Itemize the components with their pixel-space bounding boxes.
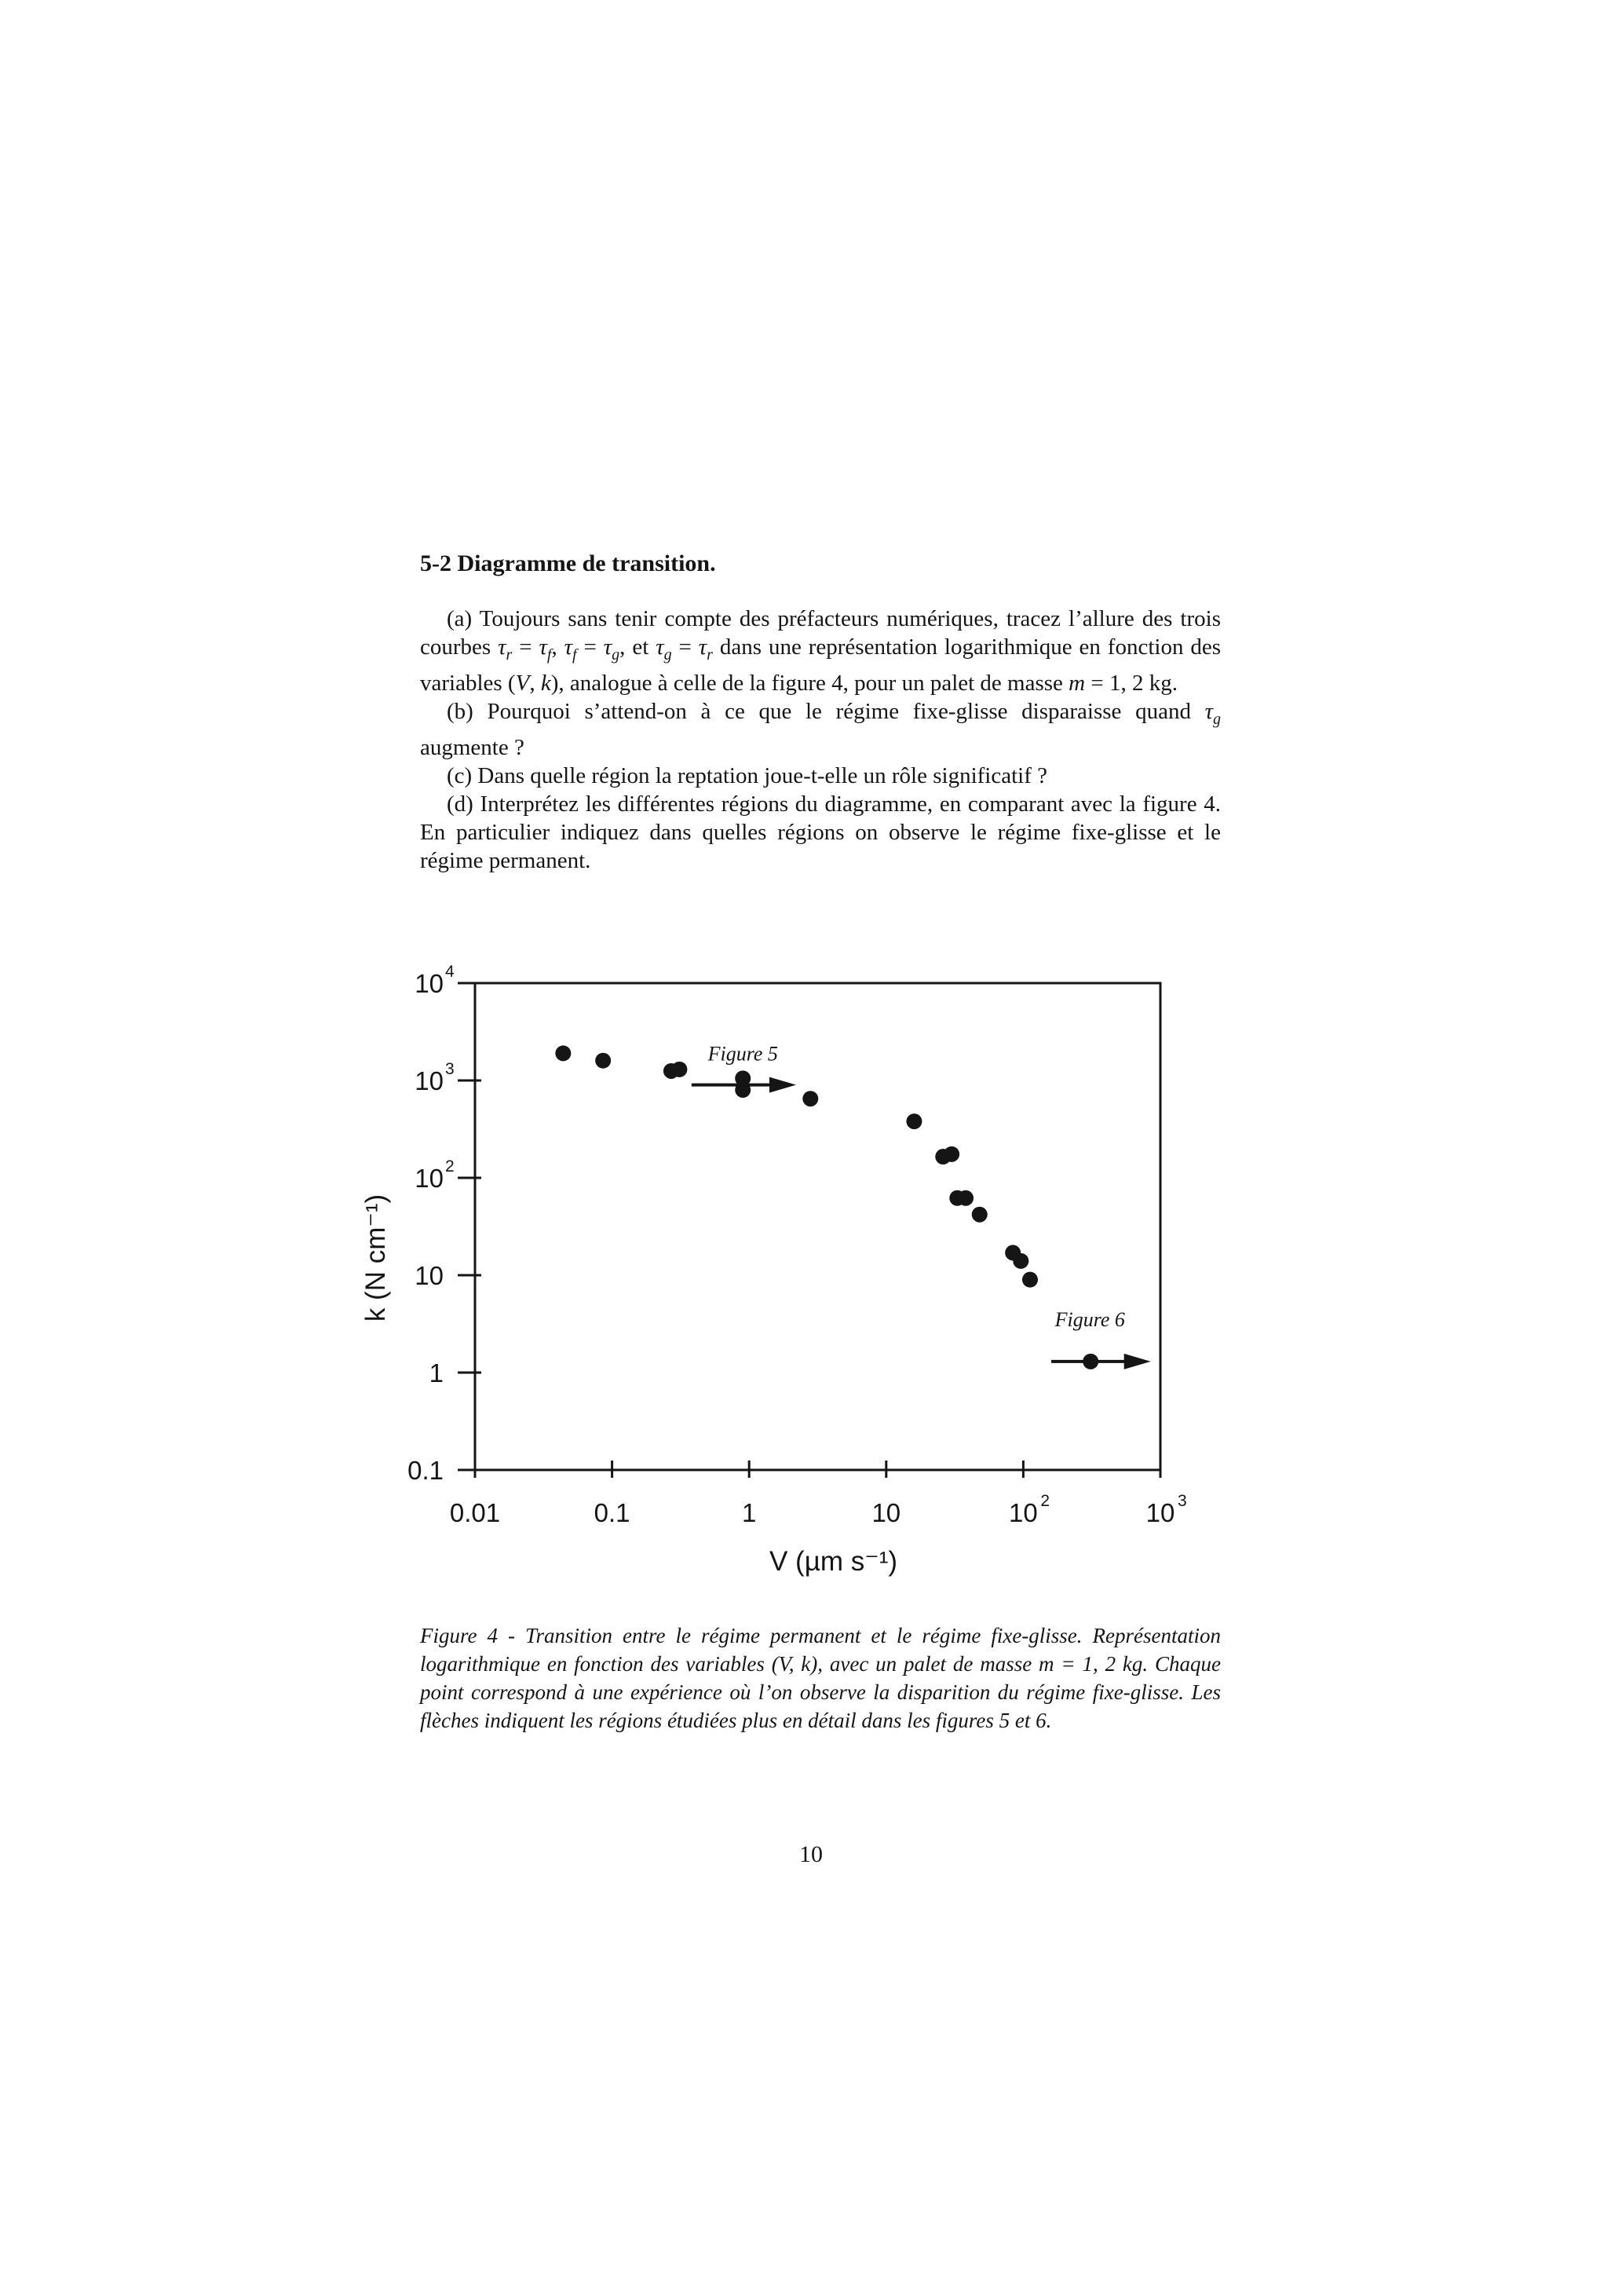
data-point <box>958 1190 974 1206</box>
plot-border <box>475 983 1160 1470</box>
paragraph-text: augmente ? <box>420 734 524 760</box>
x-tick-label: 1 <box>742 1498 757 1527</box>
figure-caption <box>420 1621 1221 1735</box>
paragraph-text: (c) Dans quelle région la reptation joue-t-elle un rôle significatif ? <box>447 762 1047 788</box>
math-symbol: τ <box>698 634 707 660</box>
paragraph-text: = <box>512 634 539 660</box>
paragraph-text: ), analogue à celle de la figure 4, pour un palet de masse <box>550 670 1069 696</box>
data-point <box>1013 1253 1028 1269</box>
math-subscript: f <box>572 645 577 664</box>
x-tick-label: 10 <box>871 1498 901 1527</box>
math-symbol: m <box>1069 670 1086 696</box>
paragraph-text: = 1, 2 kg. <box>1085 670 1178 696</box>
math-subscript: f <box>546 645 552 664</box>
data-point <box>1022 1272 1038 1288</box>
math-subscript: r <box>707 645 713 664</box>
axis-ticks <box>407 963 1187 1527</box>
math-symbol: τ <box>1204 698 1213 724</box>
x-axis-label: V (µm s⁻¹) <box>769 1546 898 1577</box>
data-point <box>555 1045 571 1061</box>
paragraph-text: = <box>671 634 699 660</box>
annotation-label: Figure 5 <box>707 1042 778 1066</box>
data-point <box>802 1091 818 1106</box>
x-tick-label: 0.1 <box>594 1498 630 1527</box>
caption-label: Figure 4 - <box>420 1624 515 1647</box>
annotation-arrow-head <box>1124 1354 1151 1369</box>
y-tick-label: 10 <box>415 1164 444 1193</box>
x-tick-exponent: 2 <box>1040 1492 1050 1510</box>
math-symbol: τ <box>656 634 664 660</box>
data-point <box>595 1053 611 1069</box>
x-tick-label: 0.01 <box>449 1498 501 1527</box>
math-subscript: r <box>506 645 513 664</box>
y-tick-label: 0.1 <box>407 1456 444 1485</box>
math-symbol: k <box>540 670 551 696</box>
paragraph-text: (b) Pourquoi s’attend-on à ce que le régime fixe-glisse disparaisse quand <box>447 698 1205 724</box>
plot-frame <box>475 983 1160 1470</box>
section-heading: 5-2 Diagramme de transition. <box>420 550 716 576</box>
data-point <box>944 1146 959 1162</box>
annotation-label: Figure 6 <box>1054 1307 1125 1331</box>
y-axis-label: k (N cm⁻¹) <box>360 1194 391 1322</box>
paragraph-text: (d) Interprétez les différentes régions du diagramme, en comparant avec la figure 4. En particulier indiquez dans quelles régions on observe le régime fixe-glisse et le régime permanent. <box>420 791 1221 873</box>
page-number: 10 <box>799 1841 823 1867</box>
data-point <box>972 1207 988 1223</box>
y-tick-exponent: 3 <box>445 1060 455 1078</box>
paragraph-text: dans une représentation logarithmique en fonction des variables ( <box>420 634 1222 696</box>
math-symbol: V <box>515 670 530 696</box>
math-symbol: τ <box>564 634 573 660</box>
data-points <box>555 1042 1098 1369</box>
data-point <box>906 1113 922 1129</box>
math-symbol: τ <box>498 634 506 660</box>
y-tick-exponent: 2 <box>445 1157 455 1175</box>
paragraph-text: = <box>576 634 604 660</box>
y-tick-exponent: 4 <box>445 963 455 981</box>
math-subscript: g <box>612 645 620 664</box>
paragraph-text: , <box>529 670 541 696</box>
annotation-arrow-head <box>769 1077 796 1093</box>
paragraph-text: , <box>551 634 564 660</box>
math-subscript: g <box>1213 710 1221 728</box>
math-subscript: g <box>663 645 672 664</box>
paragraph-text: (a) Toujours sans tenir compte des préfacteurs numériques, tracez l’allure des trois courbes <box>420 606 1221 660</box>
y-tick-label: 10 <box>415 969 444 998</box>
data-point <box>671 1062 687 1077</box>
annotations <box>692 1043 1151 1369</box>
math-symbol: τ <box>603 634 612 660</box>
paragraph-text: , et <box>619 634 656 660</box>
math-symbol: τ <box>539 634 547 660</box>
caption-text: Transition entre le régime permanent et le régime fixe-glisse. Représentation logarithmique en fonction des variables (V, k), avec un palet de masse m = 1, 2 kg. Chaque point correspond à une expérience où l’on observe la disparition du régime fixe-glisse. Les flèches indiquent les régions étudiées plus en détail dans les figures 5 et 6. <box>420 1624 1221 1732</box>
x-tick-label: 10 <box>1145 1498 1175 1527</box>
x-tick-exponent: 3 <box>1178 1492 1187 1510</box>
y-tick-label: 10 <box>415 1261 444 1290</box>
y-tick-label: 1 <box>429 1358 444 1387</box>
x-tick-label: 10 <box>1009 1498 1038 1527</box>
y-tick-label: 10 <box>415 1066 444 1095</box>
